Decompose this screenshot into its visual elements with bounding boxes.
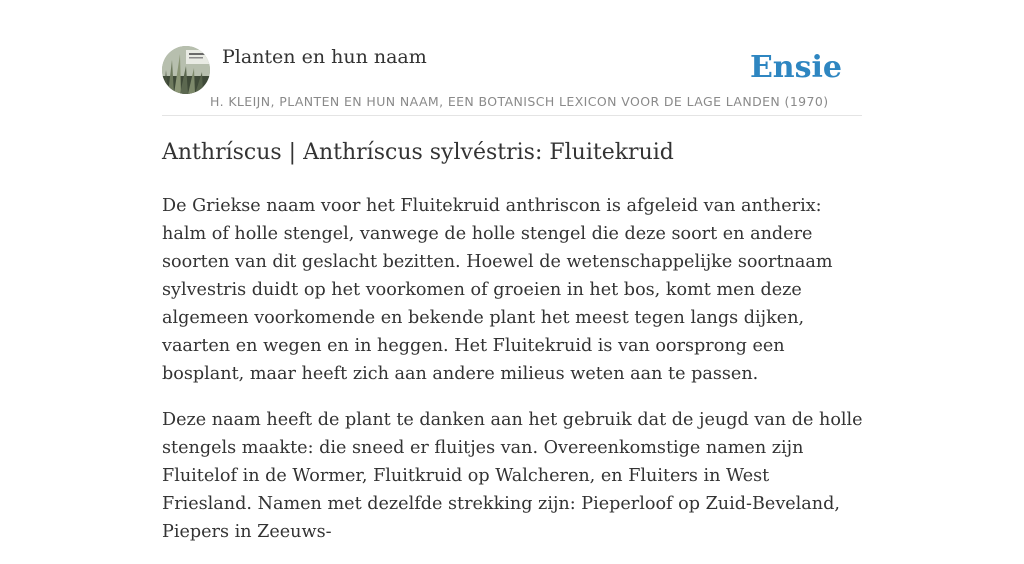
source-book-avatar[interactable] <box>162 46 210 94</box>
article-paragraph: De Griekse naam voor het Fluitekruid anthriscon is afgeleid van antherix: halm of holle stengel, vanwege de holle stengel die deze soort en andere soorten van dit geslacht bezitten. Hoewel de wetenschappelijke soortnaam sylvestris duidt op het voorkomen of groeien in het bos, komt men deze algemeen voorkomende en bekende plant het meest tegen langs dijken, vaarten en wegen en in heggen. Het Fluitekruid is van oorsprong een bosplant, maar heeft zich aan andere milieus weten aan te passen. <box>162 196 833 384</box>
source-citation: H. KLEIJN, PLANTEN EN HUN NAAM, EEN BOTANISCH LEXICON VOOR DE LAGE LANDEN (1970) <box>210 94 829 109</box>
article-body <box>162 192 864 564</box>
source-name[interactable]: Planten en hun naam <box>222 46 427 68</box>
header-divider <box>162 115 862 116</box>
article-paragraph: Deze naam heeft de plant te danken aan het gebruik dat de jeugd van de holle stengels maakte: die sneed er fluitjes van. Overeenkomstige namen zijn Fluitelof in de Wormer, Fluitkruid op Walcheren, en Fluiters in West Friesland. Namen met dezelfde strekking zijn: Pieperloof op Zuid-Beveland, Piepers in Zeeuws- <box>162 410 863 542</box>
article-title: Anthrı́scus | Anthrı́scus sylvéstris: Fluitekruid <box>162 140 674 165</box>
ensie-logo[interactable]: Ensie <box>749 50 842 85</box>
book-cover-plant-icon <box>162 46 210 94</box>
